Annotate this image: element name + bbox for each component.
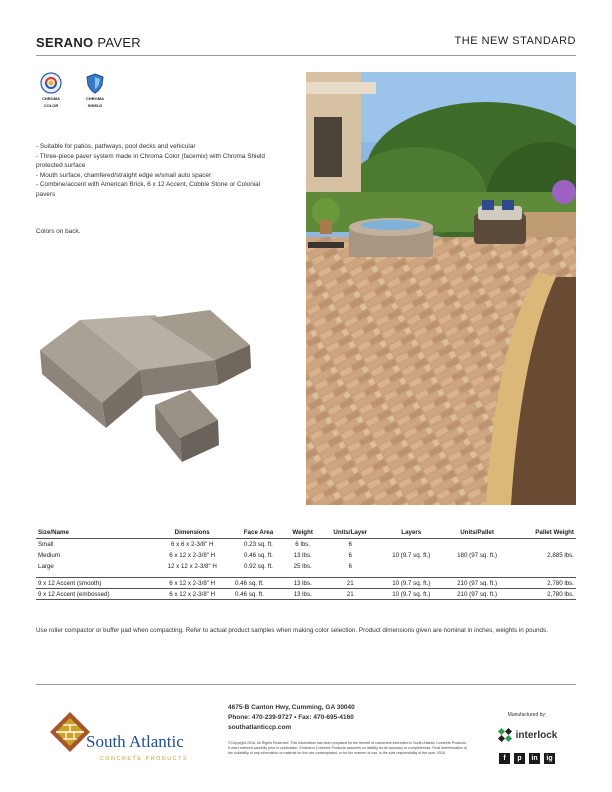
face-area: 0.92 sq. ft. [244,562,273,570]
dimensions: 6 x 6 x 2-3/8" H [171,540,214,548]
manufacturer-block [482,712,572,764]
website-link[interactable]: southatlanticcp.com [228,724,292,731]
weight: 13 lbs. [284,589,321,600]
badge-label-line2: SHIELD [87,103,103,108]
patio-photo [306,72,576,505]
chroma-color-badge [36,72,66,108]
facebook-icon[interactable]: f [499,753,510,764]
column-header: Units/Layer [321,527,379,539]
manufacturer-label: Manufactured by: [507,712,547,718]
feature-item: - Three-piece paver system made in Chroma Color (facemix) with Chroma Shield protected surface [36,152,276,171]
units-layer: 21 [321,578,379,589]
pallet-weight: 2,780 lbs. [511,578,576,589]
face-area: 0.46 sq. ft. [244,551,273,559]
chroma-shield-badge [80,72,110,108]
weight: 25 lbs. [293,562,312,570]
column-header: Face Area [233,527,284,539]
pallet-weight: 2,885 lbs. [547,551,574,559]
usage-note: Use roller compactor or buffer pad when compacting. Refer to actual product samples when making color selection. Product dimensions given are nominal in inches, weights in pounds. [36,627,548,634]
footer-divider [36,684,576,685]
size-name: Large [38,562,54,570]
size-name: Medium [38,551,61,559]
column-header: Layers [379,527,443,539]
column-header: Weight [284,527,321,539]
table-row [36,539,576,550]
linkedin-icon[interactable]: in [529,753,540,764]
paver-product-image [40,310,260,470]
company-subtitle: CONCRETE PRODUCTS [100,756,189,762]
units-pallet: 210 (97 sq. ft.) [444,578,511,589]
column-header: Size/Name [36,527,151,539]
units-pallet: 210 (97 sq. ft.) [444,589,511,600]
interlock-wordmark: interlock [515,729,558,741]
face-area: 0.23 sq. ft. [244,540,273,548]
units-layer: 6 [348,540,352,548]
table-row [36,578,576,589]
company-name: South Atlantic [86,732,184,751]
product-type: PAVER [97,35,141,50]
layers: 10 (9.7 sq. ft.) [392,551,431,559]
badge-row [36,72,110,108]
feature-item: - Suitable for patios, pathways, pool decks and vehicular [36,142,276,152]
size-name: 9 x 12 Accent (smooth) [36,578,151,589]
column-header: Pallet Weight [511,527,576,539]
units-layer: 21 [321,589,379,600]
units-layer: 6 [348,562,352,570]
badge-label-line1: CHROMA [86,96,104,101]
weight: 13 lbs. [293,551,312,559]
weight: 13 lbs. [284,578,321,589]
dimensions: 6 x 12 x 2-3/8" H [151,589,233,600]
table-header-row [36,527,576,539]
column-header: Units/Pallet [444,527,511,539]
layers: 10 (9.7 sq. ft.) [379,589,443,600]
address: 4675-B Canton Hwy, Cumming, GA 30040 [228,704,355,711]
chroma-shield-icon [84,72,106,94]
colors-note: Colors on back. [36,228,81,235]
brand-name: SERANO [36,35,94,50]
layers: 10 (9.7 sq. ft.) [379,578,443,589]
feature-item: - Mouth surface, chamfered/straight edge w/small auto spacer [36,171,276,181]
dimensions: 6 x 12 x 2-3/8" H [169,551,216,559]
phone-fax: Phone: 470-239-9727 • Fax: 470-695-4160 [228,714,354,721]
table-row [36,589,576,600]
company-logo [48,710,198,768]
weight: 6 lbs. [295,540,311,548]
social-links [482,753,572,764]
feature-list [36,142,276,199]
pallet-weight: 2,780 lbs. [511,589,576,600]
legal-disclaimer: ©Copyright 2018, All Rights Reserved. This information has been prepared for the benefit of customers interested in South Atlantic Concrete Products. It was reviewed carefully prior to publication. Endeavor Concrete Products assumes no liability for its accuracy or completeness. Final determination of the suitability of any information or material for the use contemplated, or for the manner of use, is the sole responsibility of the user. 0518 [228,741,467,755]
tagline: THE NEW STANDARD [454,35,576,47]
page-title [36,35,141,50]
specifications-table [36,527,576,600]
feature-item: - Combine/accent with American Brick, 6 x 12 Accent, Cobble Stone or Colonial pavers [36,180,276,199]
size-name: 9 x 12 Accent (embossed) [36,589,151,600]
badge-label-line1: CHROMA [42,96,60,101]
face-area: 0.46 sq. ft. [233,578,284,589]
chroma-color-icon [40,72,62,94]
units-layer: 6 [348,551,352,559]
interlock-logo [482,727,572,743]
dimensions: 6 x 12 x 2-3/8" H [151,578,233,589]
size-name: Small [38,540,54,548]
dimensions: 12 x 12 x 2-3/8" H [167,562,217,570]
units-pallet: 180 (97 sq. ft.) [457,551,498,559]
contact-info [228,703,355,733]
header-divider [36,55,576,56]
column-header: Dimensions [151,527,233,539]
pinterest-icon[interactable]: p [514,753,525,764]
face-area: 0.46 sq. ft. [233,589,284,600]
badge-label-line2: COLOR [43,103,59,108]
instagram-icon[interactable]: ig [544,753,555,764]
interlock-icon [497,727,513,743]
